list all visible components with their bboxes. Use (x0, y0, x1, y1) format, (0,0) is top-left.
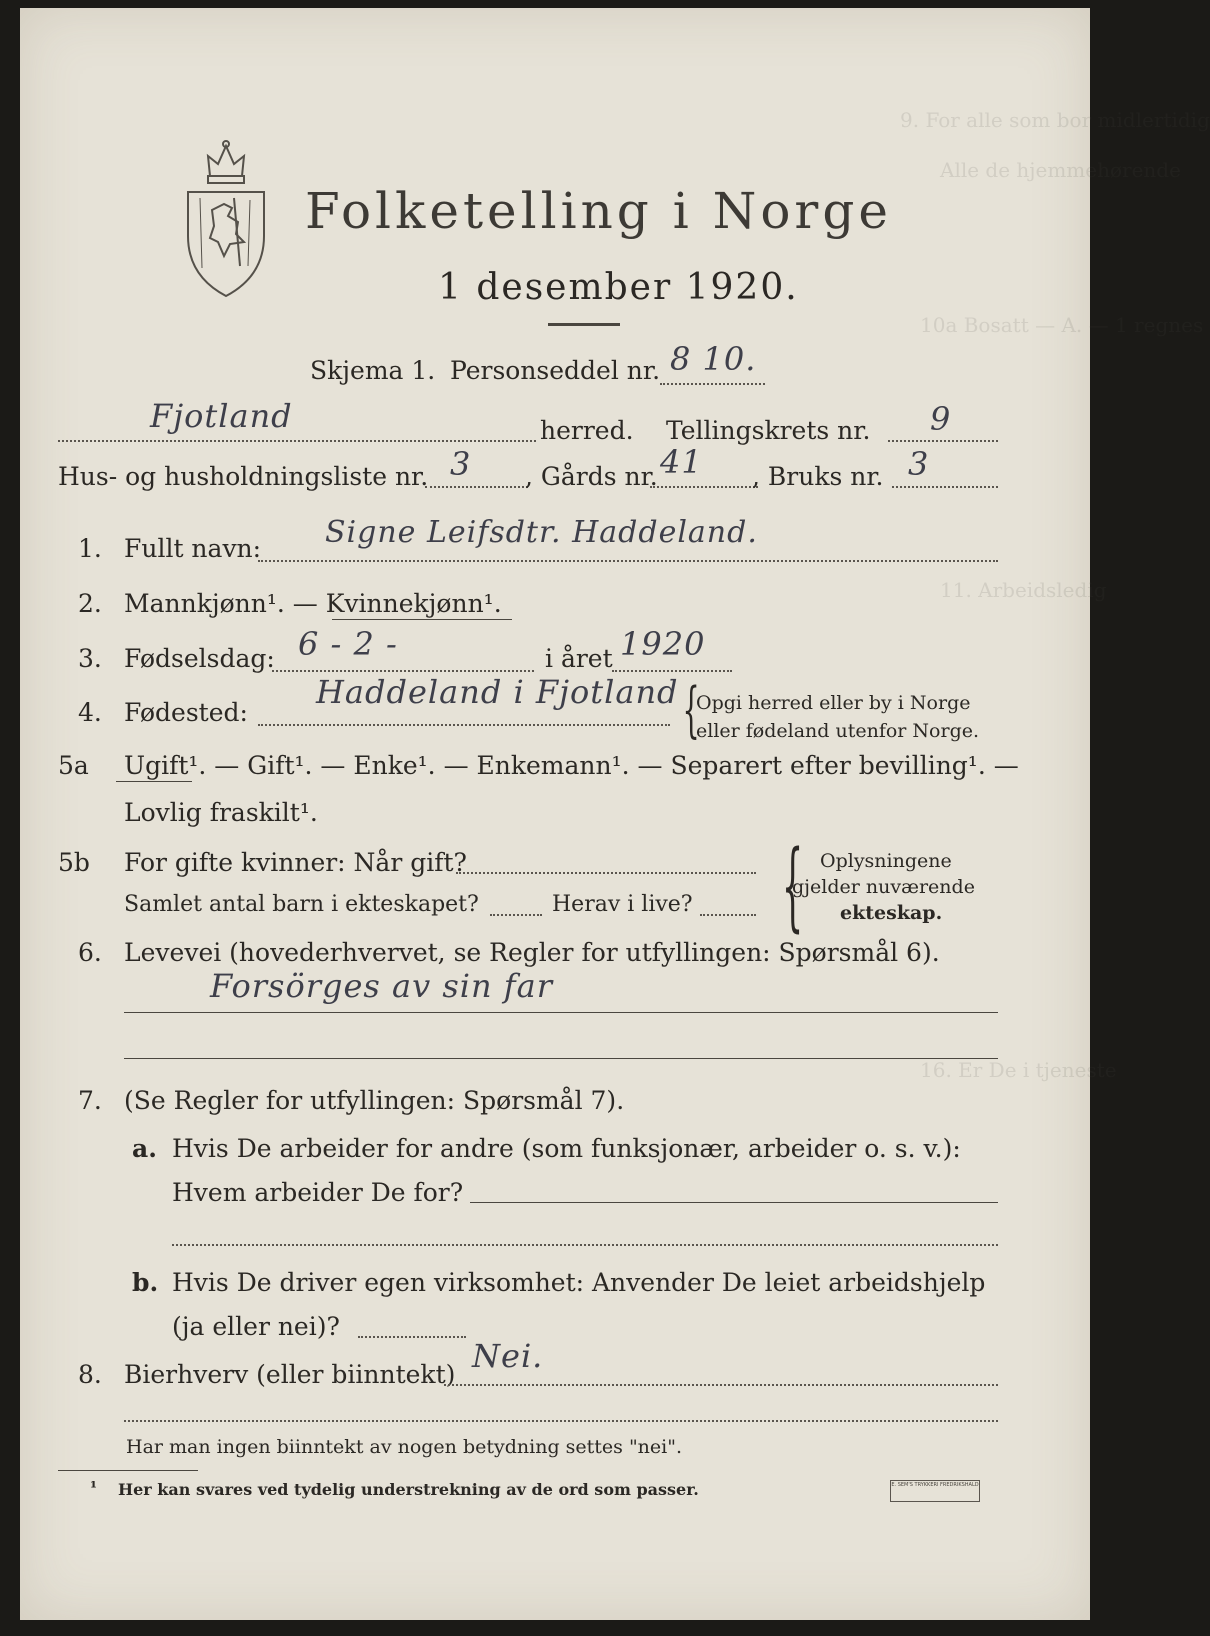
footnote-mark: ¹ (90, 1478, 98, 1497)
marriage-note-brace: { (781, 830, 804, 942)
birth-year-value: 1920 (620, 625, 706, 663)
gender-options: Mannkjønn¹. — Kvinnekjønn¹. (124, 589, 502, 618)
q6-number: 6. (78, 938, 102, 967)
q7b-ja-nei-line (358, 1336, 466, 1338)
q2-number: 2. (78, 589, 102, 618)
marriage-note-line1: Oplysningene (820, 850, 952, 872)
occupation-label: Levevei (hovederhvervet, se Regler for utfyllingen: Spørsmål 6). (124, 938, 940, 967)
personseddel-value: 8 10. (670, 340, 757, 378)
q5b-number: 5b (58, 848, 90, 877)
year-label: i året (545, 644, 613, 673)
children-alive-line (700, 914, 756, 916)
herred-label: herred. (540, 416, 634, 445)
birthplace-note-brace: { (682, 675, 700, 745)
q7a-extra-line (172, 1244, 998, 1246)
q7a-employer-line (470, 1202, 998, 1203)
side-income-value: Nei. (472, 1337, 544, 1375)
marriage-note-line3: ekteskap. (840, 902, 943, 924)
q7b-letter: b. (132, 1268, 159, 1297)
tellingskrets-value: 9 (930, 400, 952, 438)
footnote-rule (58, 1470, 198, 1471)
q7a-letter: a. (132, 1134, 157, 1163)
children-alive-label: Herav i live? (552, 892, 693, 917)
year-line (612, 670, 732, 672)
marriage-note-line2: gjelder nuværende (792, 876, 975, 898)
children-total-line (490, 914, 542, 916)
q8-number: 8. (78, 1360, 102, 1389)
census-date: 1 desember 1920. (438, 267, 799, 308)
occupation-value: Forsörges av sin far (210, 967, 553, 1005)
q3-label: Fødselsdag: (124, 644, 275, 673)
skjema-label: Skjema 1. (310, 356, 436, 385)
occupation-line2 (124, 1058, 998, 1059)
marital-status-options: Ugift¹. — Gift¹. — Enke¹. — Enkemann¹. — Separert efter bevilling¹. — (124, 751, 1019, 780)
q7a-line1: Hvis De arbeider for andre (som funksjonær, arbeider o. s. v.): (172, 1134, 961, 1163)
birthplace-line (258, 724, 670, 726)
herred-value: Fjotland (150, 397, 293, 435)
gards-value: 41 (660, 443, 703, 481)
bruks-value: 3 (908, 445, 930, 483)
q7b-ja-nei-label: (ja eller nei)? (172, 1312, 340, 1341)
herred-line (58, 440, 536, 442)
no-income-note: Har man ingen biinntekt av nogen betydning settes "nei". (126, 1436, 683, 1458)
q5a-number: 5a (58, 751, 89, 780)
occupation-line1 (124, 1012, 998, 1013)
coat-of-arms-emblem (180, 138, 272, 300)
tellingskrets-line (888, 440, 998, 442)
bruks-line (892, 486, 998, 488)
ugift-underline (116, 781, 192, 782)
q4-label: Fødested: (124, 698, 248, 727)
birthplace-note-line1: Opgi herred eller by i Norge (696, 692, 971, 714)
footnote-text: Her kan svares ved tydelig understrekning av de ord som passer. (118, 1480, 699, 1499)
q4-number: 4. (78, 698, 102, 727)
birthday-line (272, 670, 534, 672)
q1-label: Fullt navn: (124, 534, 262, 563)
q3-number: 3. (78, 644, 102, 673)
q7a-employer-label: Hvem arbeider De for? (172, 1178, 464, 1207)
husholdningsliste-value: 3 (450, 445, 472, 483)
birthplace-value: Haddeland i Fjotland (316, 673, 679, 711)
married-when-line (456, 872, 756, 874)
form-paper: 9. For alle som bor midlertidig Alle de hjemmehørende 10a Bosatt — A. — 1 regnes 11. Arbeidsledig 16. Er De i tjeneste Folketelling i Norge 1 desember 1920. Skjema 1. Personseddel nr. 8 10. Fjotland herred. Tellingskrets nr. 9 Hus- og husholdningsliste nr. 3 , Gårds nr. 41 , Bruks nr. 3 1. Fullt navn: Signe Leifsdtr. Haddeland. 2. Mannkjønn¹. — Kvinnekjønn¹. 3. Fødselsdag: 6 - 2 - i året 1920 4. Fødested: Haddeland i Fjotland { Opgi herred eller by i Norge eller fødeland utenfor Norge. 5a Ugift¹. — Gift¹. — Enke¹. — Enkemann¹. — Separert efter bevilling¹. — Lovlig fraskilt¹. 5b For gifte kvinner: Når gift? Samlet antal barn i ekteskapet? Herav i live? { Oplysningene gjelder nuværende ekteskap. 6. Levevei (hovederhvervet, se Regler for utfyllingen: Spørsmål 6). Forsörges av sin far 7. (Se Regler for utfyllingen: Spørsmål 7). a. Hvis De arbeider for andre (som funksjonær, arbeider o. s. v.): Hvem arbeider De for? b. Hvis De driver egen virksomhet: Anvender De leiet arbeidshjelp (ja eller nei)? 8. Bierhverv (eller biinntekt) Nei. Har man ingen biinntekt av nogen betydning settes "nei". ¹ Her kan svares ved tydelig understrekning av de ord som passer. E. SEM'S TRYKKERI FREDRIKSHALD (20, 8, 1090, 1620)
q7-number: 7. (78, 1086, 102, 1115)
personseddel-label: Personseddel nr. (450, 356, 661, 385)
printer-stamp: E. SEM'S TRYKKERI FREDRIKSHALD (890, 1480, 980, 1502)
husholdningsliste-label: Hus- og husholdningsliste nr. (58, 462, 429, 491)
birthday-value: 6 - 2 - (298, 625, 398, 663)
bruks-label: , Bruks nr. (752, 462, 884, 491)
tellingskrets-label: Tellingskrets nr. (666, 416, 871, 445)
children-total-label: Samlet antal barn i ekteskapet? (124, 892, 479, 917)
birthplace-note-line2: eller fødeland utenfor Norge. (696, 720, 980, 742)
side-income-label: Bierhverv (eller biinntekt) (124, 1360, 456, 1389)
q7-label: (Se Regler for utfyllingen: Spørsmål 7). (124, 1086, 625, 1115)
gards-line (650, 486, 758, 488)
husholdningsliste-line (425, 486, 528, 488)
side-income-line (444, 1384, 998, 1386)
q1-line (258, 560, 998, 562)
marital-status-options-line2: Lovlig fraskilt¹. (124, 798, 318, 827)
full-name-value: Signe Leifsdtr. Haddeland. (325, 515, 758, 550)
side-income-extra-line (124, 1420, 998, 1422)
form-title: Folketelling i Norge (305, 182, 892, 240)
personseddel-line (660, 383, 765, 385)
gards-label: , Gårds nr. (525, 462, 658, 491)
kvinnekjonn-underline (332, 619, 512, 620)
header-rule (548, 323, 620, 326)
married-when-label: For gifte kvinner: Når gift? (124, 848, 467, 877)
q7b-line1: Hvis De driver egen virksomhet: Anvender De leiet arbeidshjelp (172, 1268, 986, 1297)
q1-number: 1. (78, 534, 102, 563)
